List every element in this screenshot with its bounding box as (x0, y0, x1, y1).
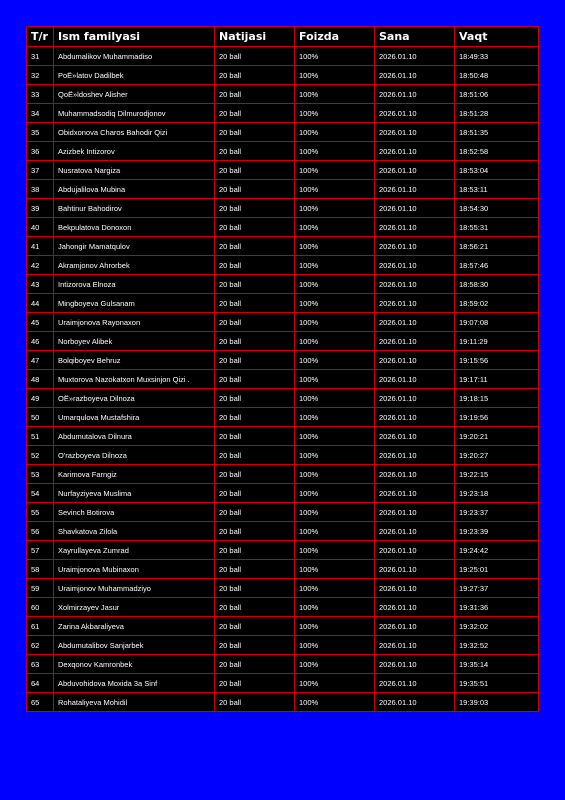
cell-col-date: 2026.01.10 (375, 47, 455, 66)
table-row (27, 275, 539, 294)
table-row (27, 636, 539, 655)
cell-col-full-name: Azizbek Intizorov (54, 142, 215, 161)
cell-col-percent: 100% (295, 389, 375, 408)
cell-col-result: 20 ball (215, 598, 295, 617)
cell-col-date: 2026.01.10 (375, 446, 455, 465)
table-row (27, 503, 539, 522)
cell-col-full-name: Nusratova Nargiza (54, 161, 215, 180)
cell-col-full-name: Bahtinur Bahodirov (54, 199, 215, 218)
cell-col-number: 47 (27, 351, 54, 370)
cell-col-time: 19:23:39 (455, 522, 539, 541)
cell-col-date: 2026.01.10 (375, 674, 455, 693)
cell-col-full-name: Norboyev Alibek (54, 332, 215, 351)
cell-col-date: 2026.01.10 (375, 465, 455, 484)
header-col-result: Natijasi (215, 27, 295, 47)
cell-col-number: 51 (27, 427, 54, 446)
cell-col-result: 20 ball (215, 351, 295, 370)
cell-col-time: 19:32:02 (455, 617, 539, 636)
cell-col-full-name: Uraimjonov Muhammadziyo (54, 579, 215, 598)
header-col-date: Sana (375, 27, 455, 47)
cell-col-date: 2026.01.10 (375, 237, 455, 256)
cell-col-date: 2026.01.10 (375, 294, 455, 313)
cell-col-full-name: Umarqulova Mustafshira (54, 408, 215, 427)
cell-col-result: 20 ball (215, 85, 295, 104)
cell-col-time: 18:51:28 (455, 104, 539, 123)
cell-col-date: 2026.01.10 (375, 579, 455, 598)
cell-col-number: 35 (27, 123, 54, 142)
cell-col-time: 19:17:11 (455, 370, 539, 389)
cell-col-result: 20 ball (215, 256, 295, 275)
cell-col-percent: 100% (295, 332, 375, 351)
cell-col-date: 2026.01.10 (375, 503, 455, 522)
cell-col-percent: 100% (295, 598, 375, 617)
table-row (27, 446, 539, 465)
cell-col-full-name: Dexqonov Kamronbek (54, 655, 215, 674)
cell-col-number: 50 (27, 408, 54, 427)
cell-col-time: 19:24:42 (455, 541, 539, 560)
table-row (27, 541, 539, 560)
cell-col-result: 20 ball (215, 427, 295, 446)
cell-col-time: 18:58:30 (455, 275, 539, 294)
cell-col-number: 52 (27, 446, 54, 465)
cell-col-result: 20 ball (215, 560, 295, 579)
cell-col-number: 61 (27, 617, 54, 636)
cell-col-percent: 100% (295, 85, 375, 104)
cell-col-percent: 100% (295, 218, 375, 237)
cell-col-number: 37 (27, 161, 54, 180)
results-table (26, 26, 539, 712)
cell-col-date: 2026.01.10 (375, 617, 455, 636)
cell-col-full-name: Xolmirzayev Jasur (54, 598, 215, 617)
cell-col-percent: 100% (295, 161, 375, 180)
cell-col-full-name: Mingboyeva Gulsanam (54, 294, 215, 313)
cell-col-number: 57 (27, 541, 54, 560)
cell-col-date: 2026.01.10 (375, 104, 455, 123)
cell-col-number: 36 (27, 142, 54, 161)
cell-col-full-name: Jahongir Mamatqulov (54, 237, 215, 256)
cell-col-percent: 100% (295, 522, 375, 541)
cell-col-result: 20 ball (215, 294, 295, 313)
table-row (27, 313, 539, 332)
table-row (27, 218, 539, 237)
cell-col-time: 18:50:48 (455, 66, 539, 85)
cell-col-percent: 100% (295, 408, 375, 427)
cell-col-number: 56 (27, 522, 54, 541)
cell-col-percent: 100% (295, 617, 375, 636)
cell-col-result: 20 ball (215, 199, 295, 218)
cell-col-date: 2026.01.10 (375, 332, 455, 351)
cell-col-result: 20 ball (215, 446, 295, 465)
cell-col-time: 18:53:04 (455, 161, 539, 180)
cell-col-number: 43 (27, 275, 54, 294)
cell-col-percent: 100% (295, 142, 375, 161)
cell-col-date: 2026.01.10 (375, 142, 455, 161)
table-row (27, 66, 539, 85)
cell-col-full-name: Abdumalikov Muhammadiso (54, 47, 215, 66)
cell-col-result: 20 ball (215, 541, 295, 560)
cell-col-percent: 100% (295, 180, 375, 199)
cell-col-result: 20 ball (215, 237, 295, 256)
cell-col-date: 2026.01.10 (375, 275, 455, 294)
cell-col-number: 54 (27, 484, 54, 503)
cell-col-percent: 100% (295, 104, 375, 123)
cell-col-date: 2026.01.10 (375, 85, 455, 104)
cell-col-time: 19:18:15 (455, 389, 539, 408)
cell-col-percent: 100% (295, 199, 375, 218)
cell-col-number: 64 (27, 674, 54, 693)
cell-col-full-name: O'razboyeva Dilnoza (54, 446, 215, 465)
table-row (27, 465, 539, 484)
table-row (27, 142, 539, 161)
table-row (27, 427, 539, 446)
table-row (27, 123, 539, 142)
cell-col-full-name: Abdujalilova Mubina (54, 180, 215, 199)
cell-col-time: 19:35:51 (455, 674, 539, 693)
cell-col-result: 20 ball (215, 389, 295, 408)
cell-col-full-name: Shavkatova Zilola (54, 522, 215, 541)
cell-col-result: 20 ball (215, 636, 295, 655)
cell-col-percent: 100% (295, 66, 375, 85)
cell-col-time: 19:39:03 (455, 693, 539, 712)
cell-col-result: 20 ball (215, 313, 295, 332)
cell-col-number: 33 (27, 85, 54, 104)
cell-col-number: 58 (27, 560, 54, 579)
results-table-header (27, 27, 539, 47)
cell-col-time: 19:11:29 (455, 332, 539, 351)
cell-col-date: 2026.01.10 (375, 351, 455, 370)
table-row (27, 161, 539, 180)
cell-col-time: 18:49:33 (455, 47, 539, 66)
cell-col-full-name: Xayrullayeva Zumrad (54, 541, 215, 560)
cell-col-result: 20 ball (215, 693, 295, 712)
cell-col-date: 2026.01.10 (375, 541, 455, 560)
table-row (27, 351, 539, 370)
cell-col-full-name: Rohataliyeva Mohidil (54, 693, 215, 712)
cell-col-result: 20 ball (215, 503, 295, 522)
cell-col-number: 42 (27, 256, 54, 275)
cell-col-date: 2026.01.10 (375, 66, 455, 85)
table-row (27, 693, 539, 712)
table-row (27, 180, 539, 199)
cell-col-time: 19:22:15 (455, 465, 539, 484)
cell-col-full-name: Intizorova Elnoza (54, 275, 215, 294)
cell-col-result: 20 ball (215, 617, 295, 636)
cell-col-time: 18:51:35 (455, 123, 539, 142)
cell-col-time: 18:59:02 (455, 294, 539, 313)
table-row (27, 237, 539, 256)
cell-col-time: 19:20:27 (455, 446, 539, 465)
cell-col-date: 2026.01.10 (375, 180, 455, 199)
cell-col-percent: 100% (295, 47, 375, 66)
cell-col-percent: 100% (295, 503, 375, 522)
cell-col-result: 20 ball (215, 522, 295, 541)
cell-col-full-name: Nurfayziyeva Muslima (54, 484, 215, 503)
cell-col-percent: 100% (295, 256, 375, 275)
cell-col-time: 19:31:36 (455, 598, 539, 617)
table-row (27, 560, 539, 579)
cell-col-date: 2026.01.10 (375, 655, 455, 674)
cell-col-date: 2026.01.10 (375, 256, 455, 275)
cell-col-number: 55 (27, 503, 54, 522)
cell-col-date: 2026.01.10 (375, 199, 455, 218)
table-row (27, 332, 539, 351)
results-table-body (27, 47, 539, 712)
cell-col-date: 2026.01.10 (375, 693, 455, 712)
cell-col-result: 20 ball (215, 66, 295, 85)
cell-col-full-name: Zarina Akbaraliyeva (54, 617, 215, 636)
cell-col-number: 32 (27, 66, 54, 85)
cell-col-percent: 100% (295, 313, 375, 332)
header-col-full-name: Ism familyasi (54, 27, 215, 47)
cell-col-result: 20 ball (215, 142, 295, 161)
cell-col-time: 18:57:46 (455, 256, 539, 275)
cell-col-full-name: Uraimjonova Rayonaxon (54, 313, 215, 332)
cell-col-time: 18:56:21 (455, 237, 539, 256)
cell-col-time: 19:07:08 (455, 313, 539, 332)
cell-col-number: 45 (27, 313, 54, 332)
table-row (27, 617, 539, 636)
cell-col-full-name: Karimova Farngiz (54, 465, 215, 484)
cell-col-time: 19:32:52 (455, 636, 539, 655)
cell-col-result: 20 ball (215, 218, 295, 237)
header-col-number: T/r (27, 27, 54, 47)
cell-col-result: 20 ball (215, 332, 295, 351)
table-row (27, 199, 539, 218)
cell-col-number: 46 (27, 332, 54, 351)
cell-col-full-name: Akramjonov Ahrorbek (54, 256, 215, 275)
table-row (27, 294, 539, 313)
cell-col-percent: 100% (295, 427, 375, 446)
cell-col-full-name: QoЁ»ldoshev Alisher (54, 85, 215, 104)
cell-col-time: 19:20:21 (455, 427, 539, 446)
cell-col-percent: 100% (295, 237, 375, 256)
cell-col-number: 38 (27, 180, 54, 199)
cell-col-full-name: Abduvohidova Moxida 3a Sinf (54, 674, 215, 693)
cell-col-number: 49 (27, 389, 54, 408)
cell-col-date: 2026.01.10 (375, 123, 455, 142)
cell-col-result: 20 ball (215, 47, 295, 66)
cell-col-full-name: PoЁ»latov Dadilbek (54, 66, 215, 85)
cell-col-percent: 100% (295, 674, 375, 693)
table-row (27, 655, 539, 674)
cell-col-number: 40 (27, 218, 54, 237)
cell-col-percent: 100% (295, 541, 375, 560)
cell-col-date: 2026.01.10 (375, 522, 455, 541)
table-row (27, 389, 539, 408)
cell-col-time: 18:52:58 (455, 142, 539, 161)
cell-col-percent: 100% (295, 693, 375, 712)
cell-col-number: 41 (27, 237, 54, 256)
cell-col-time: 19:19:56 (455, 408, 539, 427)
cell-col-date: 2026.01.10 (375, 560, 455, 579)
cell-col-full-name: Bekpulatova Donoxon (54, 218, 215, 237)
cell-col-number: 44 (27, 294, 54, 313)
cell-col-time: 18:51:06 (455, 85, 539, 104)
cell-col-date: 2026.01.10 (375, 370, 455, 389)
cell-col-time: 18:54:30 (455, 199, 539, 218)
table-row (27, 370, 539, 389)
cell-col-result: 20 ball (215, 123, 295, 142)
cell-col-percent: 100% (295, 370, 375, 389)
cell-col-number: 60 (27, 598, 54, 617)
cell-col-result: 20 ball (215, 180, 295, 199)
table-row (27, 47, 539, 66)
cell-col-percent: 100% (295, 275, 375, 294)
table-row (27, 579, 539, 598)
cell-col-full-name: Sevinch Botirova (54, 503, 215, 522)
cell-col-percent: 100% (295, 655, 375, 674)
cell-col-number: 31 (27, 47, 54, 66)
table-row (27, 256, 539, 275)
table-row (27, 484, 539, 503)
cell-col-full-name: OЁ»razboyeva Dilnoza (54, 389, 215, 408)
cell-col-date: 2026.01.10 (375, 598, 455, 617)
cell-col-date: 2026.01.10 (375, 636, 455, 655)
cell-col-number: 34 (27, 104, 54, 123)
cell-col-time: 18:53:11 (455, 180, 539, 199)
cell-col-result: 20 ball (215, 161, 295, 180)
cell-col-time: 18:55:31 (455, 218, 539, 237)
table-row (27, 674, 539, 693)
header-row (27, 27, 539, 47)
cell-col-date: 2026.01.10 (375, 408, 455, 427)
cell-col-percent: 100% (295, 294, 375, 313)
cell-col-result: 20 ball (215, 275, 295, 294)
cell-col-result: 20 ball (215, 465, 295, 484)
cell-col-full-name: Abdumutalova Dilnura (54, 427, 215, 446)
cell-col-percent: 100% (295, 484, 375, 503)
cell-col-result: 20 ball (215, 579, 295, 598)
cell-col-percent: 100% (295, 636, 375, 655)
table-row (27, 85, 539, 104)
cell-col-date: 2026.01.10 (375, 389, 455, 408)
cell-col-full-name: Obidxonova Charos Bahodir Qizi (54, 123, 215, 142)
cell-col-date: 2026.01.10 (375, 313, 455, 332)
cell-col-date: 2026.01.10 (375, 484, 455, 503)
cell-col-number: 63 (27, 655, 54, 674)
cell-col-result: 20 ball (215, 674, 295, 693)
cell-col-result: 20 ball (215, 370, 295, 389)
cell-col-time: 19:15:56 (455, 351, 539, 370)
cell-col-number: 48 (27, 370, 54, 389)
cell-col-time: 19:25:01 (455, 560, 539, 579)
cell-col-number: 62 (27, 636, 54, 655)
cell-col-result: 20 ball (215, 655, 295, 674)
cell-col-full-name: Uraimjonova Mubinaxon (54, 560, 215, 579)
cell-col-percent: 100% (295, 560, 375, 579)
cell-col-time: 19:27:37 (455, 579, 539, 598)
table-row (27, 408, 539, 427)
cell-col-percent: 100% (295, 465, 375, 484)
cell-col-number: 59 (27, 579, 54, 598)
table-row (27, 522, 539, 541)
cell-col-date: 2026.01.10 (375, 161, 455, 180)
cell-col-time: 19:35:14 (455, 655, 539, 674)
cell-col-full-name: Muxtorova Nazokatxon Muxsinjon Qizi . (54, 370, 215, 389)
cell-col-percent: 100% (295, 123, 375, 142)
table-row (27, 104, 539, 123)
table-row (27, 598, 539, 617)
cell-col-full-name: Muhammadsodiq Dilmurodjonov (54, 104, 215, 123)
cell-col-number: 39 (27, 199, 54, 218)
cell-col-date: 2026.01.10 (375, 218, 455, 237)
cell-col-time: 19:23:37 (455, 503, 539, 522)
cell-col-percent: 100% (295, 579, 375, 598)
cell-col-percent: 100% (295, 446, 375, 465)
cell-col-percent: 100% (295, 351, 375, 370)
cell-col-result: 20 ball (215, 484, 295, 503)
cell-col-number: 53 (27, 465, 54, 484)
cell-col-result: 20 ball (215, 408, 295, 427)
cell-col-number: 65 (27, 693, 54, 712)
cell-col-date: 2026.01.10 (375, 427, 455, 446)
cell-col-time: 19:23:18 (455, 484, 539, 503)
header-col-percent: Foizda (295, 27, 375, 47)
cell-col-full-name: Bolqiboyev Behruz (54, 351, 215, 370)
cell-col-full-name: Abdumutalibov Sanjarbek (54, 636, 215, 655)
header-col-time: Vaqt (455, 27, 539, 47)
cell-col-result: 20 ball (215, 104, 295, 123)
